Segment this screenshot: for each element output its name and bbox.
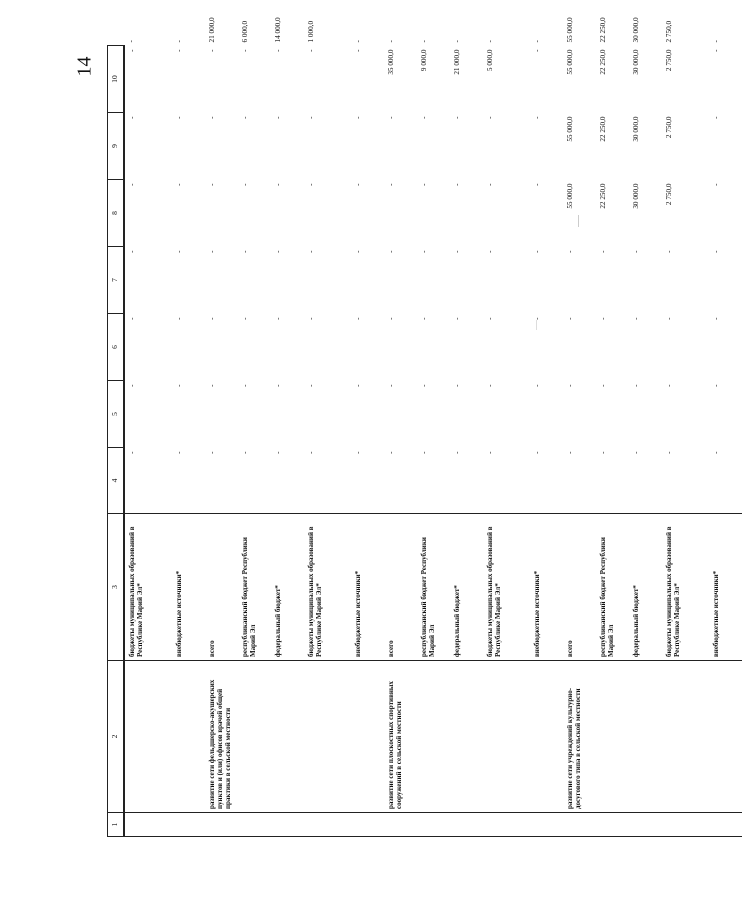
table-row: развитие сети учреждений культурно-досугового типа в сельской местности всего - - - - 55 000,0 55 000,0 55 000,0 55 000,0 [563, 46, 596, 837]
col-header-6: 6 [108, 314, 125, 381]
cell-col1 [629, 813, 662, 837]
cell-value: - [566, 250, 575, 253]
cell-value: 5 000,0 [486, 49, 495, 72]
cell-value: 22 250,0 [599, 183, 608, 209]
cell-value: - [712, 317, 721, 320]
cell-value: - [533, 317, 542, 320]
table-row: республиканский бюджет Республики Марий Эл - - - - 22 250,0 22 250,0 22 250,0 22 250,0 [596, 46, 629, 837]
cell-value: - [387, 317, 396, 320]
budget-table-sheet [107, 17, 721, 837]
cell-value: - [420, 183, 429, 186]
table-row: федеральный бюджет* - - - - - - - 14 000,0 [271, 46, 304, 837]
col-header-7: 7 [108, 247, 125, 314]
cell-value: - [486, 250, 495, 253]
cell-value: - [486, 116, 495, 119]
cell-value: - [533, 183, 542, 186]
cell-value: - [241, 116, 250, 119]
cell-value: - [632, 250, 641, 253]
cell-value: 22 250,0 [599, 116, 608, 142]
table-row: бюджеты муниципальных образований в Республике Марий Эл* - - - - - - - 1 000,0 [304, 46, 351, 837]
cell-value: - [208, 116, 216, 119]
cell-activity [450, 661, 483, 813]
table-row: внебюджетные источники* - - - - - - - - [530, 46, 563, 837]
table-row: бюджеты муниципальных образований в Республике Марий Эл* - - - - - - 5 000,0 - [483, 46, 530, 837]
cell-value: - [632, 317, 641, 320]
cell-value: - [274, 250, 283, 253]
cell-value: 55 000,0 [566, 116, 575, 142]
cell-col1 [596, 813, 629, 837]
cell-col1 [238, 813, 271, 837]
cell-value: - [274, 183, 283, 186]
cell-activity [629, 661, 662, 813]
cell-value: - [307, 116, 316, 119]
cell-value: - [420, 116, 429, 119]
cell-value: - [241, 183, 250, 186]
cell-value: - [533, 384, 542, 387]
cell-activity [351, 661, 384, 813]
table-row: развитие сети фельдшерско-акушерских пунктов и (или) офисов врачей общей практики в сельской местности всего - - - - - - - 21 000,0 [205, 46, 238, 837]
cell-source: бюджеты муниципальных образований в Республике Марий Эл* [304, 514, 351, 661]
cell-source: республиканский бюджет Республики Марий Эл [596, 514, 629, 661]
cell-value: - [208, 250, 216, 253]
cell-col1 [530, 813, 563, 837]
cell-value: - [354, 183, 363, 186]
cell-activity [238, 661, 271, 813]
table-row: бюджеты муниципальных образований в Республике Марий Эл* - - - - 2 750,0 2 750,0 2 750,0 2 750,0 [662, 46, 709, 837]
cell-value: - [175, 384, 183, 387]
cell-value: - [632, 384, 641, 387]
cell-value: - [175, 49, 183, 52]
budget-table [107, 17, 742, 837]
cell-value: - [486, 317, 495, 320]
cell-source: бюджеты муниципальных образований в Республике Марий Эл* [483, 514, 530, 661]
cell-value: - [453, 317, 462, 320]
cell-value: - [128, 384, 136, 387]
col-header-9: 9 [108, 113, 125, 180]
table-row: внебюджетные источники* - - - - - - - - [709, 46, 742, 837]
cell-col1 [124, 813, 172, 837]
cell-value: - [175, 116, 183, 119]
cell-col4: - [384, 448, 417, 514]
cell-value: - [712, 250, 721, 253]
cell-value: - [274, 317, 283, 320]
cell-source: всего [563, 514, 596, 661]
cell-value: - [420, 317, 429, 320]
cell-value: - [274, 49, 283, 52]
scan-mark [536, 320, 537, 330]
cell-value: - [387, 116, 396, 119]
cell-value: - [241, 49, 250, 52]
cell-col1 [450, 813, 483, 837]
table-row: развитие сети плоскостных спортивных сооружений в сельской местности всего - - - - - - 35 000,0 - [384, 46, 417, 837]
cell-source: всего [384, 514, 417, 661]
cell-activity [530, 661, 563, 813]
cell-value: - [599, 384, 608, 387]
cell-source: республиканский бюджет Республики Марий Эл [238, 514, 271, 661]
cell-value: - [533, 116, 542, 119]
cell-value: - [387, 384, 396, 387]
cell-col4: - [450, 448, 483, 514]
cell-activity [304, 661, 351, 813]
table-row: внебюджетные источники* - - - - - - - - [351, 46, 384, 837]
scan-mark [578, 215, 579, 227]
cell-value: - [241, 317, 250, 320]
table-row: республиканский бюджет Республики Марий Эл - - - - - - - 6 000,0 [238, 46, 271, 837]
cell-value: - [354, 250, 363, 253]
cell-source: республиканский бюджет Республики Марий Эл [417, 514, 450, 661]
cell-value: - [128, 183, 136, 186]
cell-activity [417, 661, 450, 813]
cell-value: 30 000,0 [632, 183, 641, 209]
cell-value: - [128, 116, 136, 119]
cell-activity [709, 661, 742, 813]
cell-value: - [599, 317, 608, 320]
cell-value: 22 250,0 [599, 49, 608, 75]
col-header-4: 4 [108, 448, 125, 514]
cell-col4: - [709, 448, 742, 514]
cell-value: - [486, 384, 495, 387]
cell-value: - [665, 384, 674, 387]
cell-activity [483, 661, 530, 813]
cell-value: - [208, 317, 216, 320]
cell-col4: - [417, 448, 450, 514]
col-header-2: 2 [108, 661, 125, 813]
cell-col1 [563, 813, 596, 837]
cell-value: 2 750,0 [665, 49, 674, 72]
table-row: федеральный бюджет* - - - - - - 21 000,0 - [450, 46, 483, 837]
cell-value: - [175, 250, 183, 253]
cell-source: федеральный бюджет* [271, 514, 304, 661]
cell-value: 30 000,0 [632, 49, 641, 75]
cell-source: внебюджетные источники* [709, 514, 742, 661]
cell-value: - [387, 250, 396, 253]
cell-value: - [599, 250, 608, 253]
cell-value: - [453, 250, 462, 253]
cell-value: - [453, 116, 462, 119]
cell-activity: развитие сети учреждений культурно-досугового типа в сельской местности [563, 661, 596, 813]
cell-value: - [307, 250, 316, 253]
cell-col4: - [596, 448, 629, 514]
cell-value: 30 000,0 [632, 116, 641, 142]
cell-value: - [128, 250, 136, 253]
cell-value: - [420, 250, 429, 253]
cell-value: - [208, 384, 216, 387]
col-header-5: 5 [108, 381, 125, 448]
cell-col4: - [271, 448, 304, 514]
cell-value: - [354, 317, 363, 320]
cell-value: - [387, 183, 396, 186]
col-header-8: 8 [108, 180, 125, 247]
cell-source: всего [205, 514, 238, 661]
col-header-10: 10 [108, 46, 125, 113]
cell-activity [662, 661, 709, 813]
cell-col4: - [351, 448, 384, 514]
cell-value: - [665, 317, 674, 320]
cell-col1 [662, 813, 709, 837]
table-row: бюджеты муниципальных образований в Республике Марий Эл* - - - - - - - - [124, 46, 172, 837]
cell-source: бюджеты муниципальных образований в Республике Марий Эл* [662, 514, 709, 661]
cell-value: - [712, 384, 721, 387]
cell-activity [124, 661, 172, 813]
cell-col1 [483, 813, 530, 837]
cell-value: - [208, 49, 216, 52]
cell-source: федеральный бюджет* [450, 514, 483, 661]
cell-value: - [307, 317, 316, 320]
cell-value: - [274, 116, 283, 119]
cell-value: - [533, 250, 542, 253]
cell-col1 [271, 813, 304, 837]
col-header-1: 1 [108, 813, 125, 837]
cell-value: - [128, 317, 136, 320]
cell-value: - [354, 384, 363, 387]
cell-value: - [175, 317, 183, 320]
cell-col4: - [483, 448, 530, 514]
cell-col1 [205, 813, 238, 837]
cell-value: - [307, 49, 316, 52]
cell-activity: развитие сети плоскостных спортивных сооружений в сельской местности [384, 661, 417, 813]
cell-col1 [172, 813, 205, 837]
cell-value: - [665, 250, 674, 253]
table-row: федеральный бюджет* - - - - 30 000,0 30 000,0 30 000,0 30 000,0 [629, 46, 662, 837]
cell-col4: - [172, 448, 205, 514]
cell-value: - [307, 384, 316, 387]
cell-col4: - [238, 448, 271, 514]
page-number: 14 [73, 56, 96, 77]
cell-value: - [533, 49, 542, 52]
cell-col4: - [662, 448, 709, 514]
cell-value: - [712, 49, 721, 52]
cell-col4: - [629, 448, 662, 514]
cell-value: - [354, 116, 363, 119]
table-row: республиканский бюджет Республики Марий Эл - - - - - - 9 000,0 - [417, 46, 450, 837]
cell-col1 [351, 813, 384, 837]
cell-value: 2 750,0 [665, 116, 674, 139]
cell-value: - [128, 49, 136, 52]
cell-activity [172, 661, 205, 813]
cell-col4: - [124, 448, 172, 514]
cell-value: 55 000,0 [566, 49, 575, 75]
cell-value: - [241, 250, 250, 253]
cell-col1 [304, 813, 351, 837]
cell-activity [596, 661, 629, 813]
cell-col4: - [304, 448, 351, 514]
cell-col1 [384, 813, 417, 837]
cell-source: внебюджетные источники* [530, 514, 563, 661]
header-row [108, 46, 125, 837]
cell-col1 [709, 813, 742, 837]
cell-value: 2 750,0 [665, 183, 674, 206]
cell-col1 [417, 813, 450, 837]
cell-value: - [566, 317, 575, 320]
cell-value: - [354, 49, 363, 52]
cell-value: 55 000,0 [566, 183, 575, 209]
cell-source: федеральный бюджет* [629, 514, 662, 661]
cell-value: - [175, 183, 183, 186]
cell-col4: - [530, 448, 563, 514]
cell-value: 35 000,0 [387, 49, 396, 75]
cell-source: внебюджетные источники* [172, 514, 205, 661]
cell-value: 9 000,0 [420, 49, 429, 72]
cell-value: - [453, 183, 462, 186]
cell-value: - [208, 183, 216, 186]
cell-value: - [712, 183, 721, 186]
cell-value: - [486, 183, 495, 186]
cell-value: - [307, 183, 316, 186]
cell-value: - [274, 384, 283, 387]
cell-col4: - [205, 448, 238, 514]
cell-source: бюджеты муниципальных образований в Республике Марий Эл* [124, 514, 172, 661]
cell-value: - [712, 116, 721, 119]
cell-value: - [566, 384, 575, 387]
cell-value: - [241, 384, 250, 387]
cell-source: внебюджетные источники* [351, 514, 384, 661]
cell-value: 21 000,0 [453, 49, 462, 75]
table-row: внебюджетные источники* - - - - - - - - [172, 46, 205, 837]
cell-value: - [420, 384, 429, 387]
cell-col4: - [563, 448, 596, 514]
cell-value: - [453, 384, 462, 387]
col-header-3: 3 [108, 514, 125, 661]
cell-activity [271, 661, 304, 813]
cell-activity: развитие сети фельдшерско-акушерских пунктов и (или) офисов врачей общей практики в сельской местности [205, 661, 238, 813]
